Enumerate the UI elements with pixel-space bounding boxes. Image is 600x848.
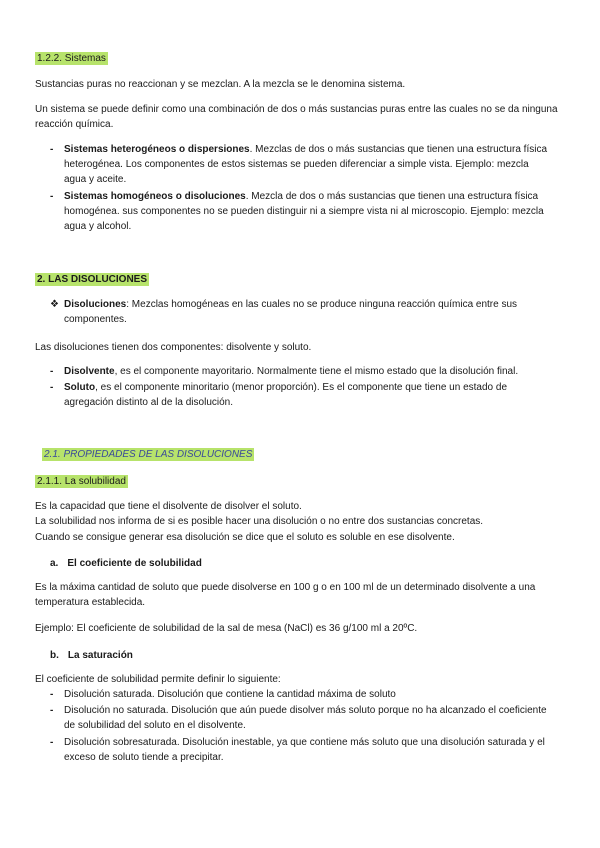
list-item-heterogeneos [50,142,550,187]
heading-2-1-1-text: 2.1.1. La solubilidad [37,476,126,487]
dash-bullet: - [50,191,54,202]
solubilidad-line-3: Cuando se consigue generar esa disolución se dice que el soluto es soluble en ese disolvente. [35,532,455,543]
subheading-a-number: a. [50,558,59,569]
list-item-sobresaturada [50,735,550,765]
heading-2-text: 2. LAS DISOLUCIONES [37,274,148,285]
heading-1-2-2-text: 1.2.2. Sistemas [37,53,106,64]
subheading-b-number: b. [50,650,59,661]
heading-2-1 [42,447,572,462]
paragraph-sistemas-1: Sustancias puras no reaccionan y se mezclan. A la mezcla se le denomina sistema. [35,79,406,90]
paragraph-coeficiente: Es la máxima cantidad de soluto que puede disolverse en 100 g o en 100 ml de un determinado disolvente a una temperatura establecida. [35,582,536,608]
heading-2 [35,272,565,287]
list-item-no-saturada [50,703,550,733]
text-soluto: , es el componente minoritario (menor proporción). Es el componente que tiene un estado de agregación distinto al de la disolución. [64,382,508,408]
dash-bullet: - [50,705,54,716]
dash-bullet: - [50,144,54,155]
text-disoluciones: : Mezclas homogéneas en las cuales no se produce ninguna reacción química entre sus componentes. [64,299,518,325]
list-item-saturada [50,687,550,702]
text-no-saturada: Disolución no saturada. Disolución que aún puede disolver más soluto porque no ha alcanzado el coeficiente de solubilidad del soluto en el disolvente. [64,705,547,731]
dash-bullet: - [50,737,54,748]
subheading-a-title: El coeficiente de solubilidad [67,558,202,569]
paragraph-saturacion: El coeficiente de solubilidad permite definir lo siguiente: [35,674,281,685]
list-item-disolvente [50,364,550,379]
paragraph-sistemas-2: Un sistema se puede definir como una combinación de dos o más sustancias puras entre las cuales no se da ninguna reacción química. [35,104,558,130]
text-sobresaturada: Disolución sobresaturada. Disolución inestable, ya que contiene más soluto que una disolución saturada y el exceso de soluto tiende a precipitar. [64,737,545,763]
list-item-homogeneos [50,189,550,234]
solubilidad-line-2: La solubilidad nos informa de si es posible hacer una disolución o no entre dos sustancias concretas. [35,516,484,527]
text-homogeneos: . Mezcla de dos o más sustancias que tienen una estructura física homogénea. sus componentes no se pueden distinguir ni a siempre vista ni al microscopio. Ejemplo: mezcla agua y alcohol. [64,191,544,232]
dash-bullet: - [50,366,54,377]
subheading-a [50,556,580,571]
term-disolvente: Disolvente [64,366,115,377]
paragraph-componentes: Las disoluciones tienen dos componentes: disolvente y soluto. [35,342,312,353]
term-soluto: Soluto [64,382,96,393]
term-disoluciones: Disoluciones [64,299,127,310]
heading-2-1-text: 2.1. PROPIEDADES DE LAS DISOLUCIONES [44,449,253,460]
heading-2-1-1 [35,474,565,489]
text-disolvente: , es el componente mayoritario. Normalmente tiene el mismo estado que la disolución final. [114,366,519,377]
list-item-soluto [50,380,550,410]
text-saturada: Disolución saturada. Disolución que contiene la cantidad máxima de soluto [64,689,396,700]
dash-bullet: - [50,689,54,700]
term-homogeneos: Sistemas homogéneos o disoluciones [64,191,246,202]
subheading-b [50,648,580,663]
text-heterogeneos: . Mezclas de dos o más sustancias que tienen una estructura física heterogénea. Los componentes de estos sistemas se pueden diferenciar a simple vista. Ejemplo: mezcla agua y aceite. [64,144,548,185]
paragraph-ejemplo: Ejemplo: El coeficiente de solubilidad de la sal de mesa (NaCl) es 36 g/100 ml a 20ºC. [35,623,418,634]
solubilidad-line-1: Es la capacidad que tiene el disolvente de disolver el soluto. [35,501,302,512]
diamond-list-item-disoluciones [50,297,550,327]
dash-bullet: - [50,382,54,393]
diamond-bullet-icon: ❖ [50,299,59,310]
heading-1-2-2 [35,51,565,66]
subheading-b-title: La saturación [67,650,133,661]
term-heterogeneos: Sistemas heterogéneos o dispersiones [64,144,250,155]
